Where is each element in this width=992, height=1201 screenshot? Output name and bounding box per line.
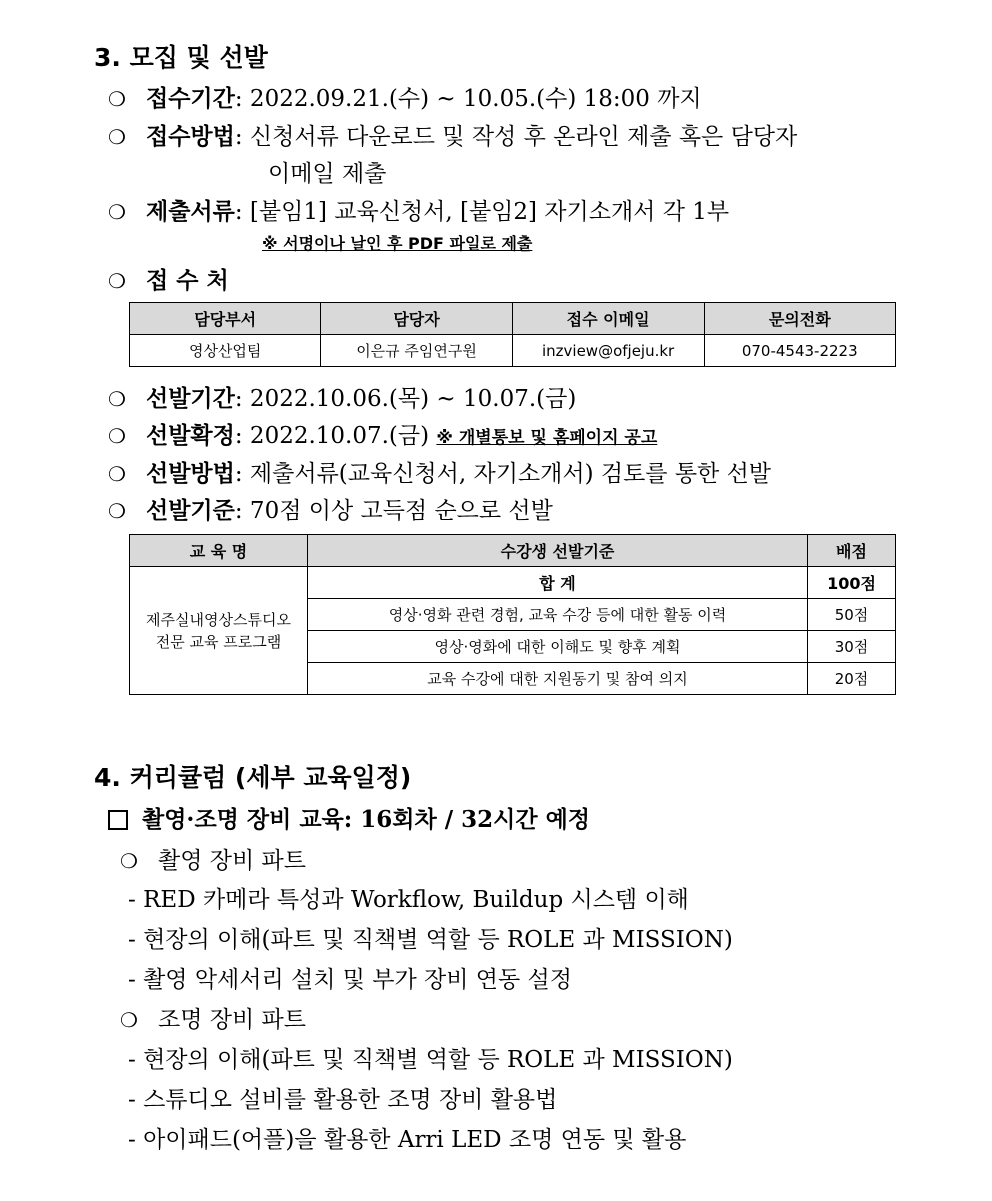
- criteria-header: 배점: [808, 535, 896, 567]
- item-label: 접수기간: [146, 85, 235, 112]
- contact-header: 문의전화: [704, 303, 896, 335]
- item-continuation: 이메일 제출: [268, 161, 387, 187]
- circle-bullet-icon: ❍: [108, 499, 126, 523]
- item-text: : 2022.10.06.(목) ~ 10.07.(금): [234, 386, 577, 412]
- program-line: 전문 교육 프로그램: [155, 632, 282, 651]
- circle-bullet-icon: ❍: [108, 387, 126, 411]
- item-selection-period: [108, 380, 576, 413]
- item-label: 제출서류: [146, 198, 235, 225]
- part-heading: [120, 842, 306, 875]
- item-label: 선발확정: [146, 422, 235, 449]
- checkbox-square-icon: [108, 810, 128, 830]
- item-label: 선발방법: [146, 460, 235, 487]
- contact-header: 접수 이메일: [512, 303, 704, 335]
- item-label: 접 수 처: [146, 267, 229, 294]
- item-text: : 2022.09.21.(수) ~ 10.05.(수) 18:00 까지: [234, 86, 702, 112]
- contact-person: 이은규 주임연구원: [321, 335, 512, 367]
- item-label: 접수방법: [146, 123, 235, 150]
- item-selection-confirm: [108, 417, 657, 450]
- item-text: : 제출서류(교육신청서, 자기소개서) 검토를 통한 선발: [234, 461, 772, 487]
- program-line: 제주실내영상스튜디오: [146, 610, 291, 629]
- item-documents: [108, 193, 729, 226]
- part-line: - 아이패드(어플)을 활용한 Arri LED 조명 연동 및 활용: [128, 1127, 687, 1153]
- criteria-header: 수강생 선발기준: [308, 535, 808, 567]
- criteria-table: [129, 534, 896, 695]
- circle-bullet-icon: ❍: [120, 1008, 138, 1032]
- circle-bullet-icon: ❍: [108, 125, 126, 149]
- part-line: - RED 카메라 특성과 Workflow, Buildup 시스템 이해: [128, 887, 689, 913]
- item-application-period: [108, 80, 702, 113]
- contact-phone: 070-4543-2223: [704, 335, 896, 367]
- section-4-title: 4. 커리큘럼 (세부 교육일정): [94, 763, 412, 792]
- confirm-note: ※ 개별통보 및 홈페이지 공고: [436, 428, 658, 448]
- circle-bullet-icon: ❍: [108, 424, 126, 448]
- item-selection-criteria: [108, 492, 553, 525]
- part-title: 촬영 장비 파트: [158, 848, 306, 874]
- contact-email[interactable]: inzview@ofjeju.kr: [512, 335, 704, 367]
- criterion-score: 30점: [808, 631, 896, 663]
- part-line: - 현장의 이해(파트 및 직책별 역할 등 ROLE 과 MISSION): [128, 927, 733, 953]
- circle-bullet-icon: ❍: [108, 200, 126, 224]
- part-heading: [120, 1001, 306, 1034]
- contact-table: [129, 302, 896, 367]
- contact-department: 영상산업팀: [130, 335, 321, 367]
- contact-header: 담당부서: [130, 303, 321, 335]
- section-3-title: 3. 모집 및 선발: [94, 43, 268, 72]
- circle-bullet-icon: ❍: [108, 87, 126, 111]
- criterion-score: 20점: [808, 663, 896, 695]
- part-line: - 스튜디오 설비를 활용한 조명 장비 활용법: [128, 1087, 558, 1113]
- contact-header: 담당자: [321, 303, 512, 335]
- part-line: - 촬영 악세서리 설치 및 부가 장비 연동 설정: [128, 967, 572, 993]
- item-text: : 신청서류 다운로드 및 작성 후 온라인 제출 혹은 담당자: [234, 124, 798, 150]
- item-reception: [108, 262, 229, 295]
- item-text: : [붙임1] 교육신청서, [붙임2] 자기소개서 각 1부: [234, 199, 730, 225]
- item-text: : 2022.10.07.(금): [234, 423, 437, 449]
- item-label: 선발기간: [146, 385, 235, 412]
- total-label: 합 계: [308, 567, 808, 599]
- circle-bullet-icon: ❍: [120, 849, 138, 873]
- part-line: - 현장의 이해(파트 및 직책별 역할 등 ROLE 과 MISSION): [128, 1047, 733, 1073]
- criterion: 영상·영화 관련 경험, 교육 수강 등에 대한 활동 이력: [308, 599, 808, 631]
- criterion-score: 50점: [808, 599, 896, 631]
- item-text: : 70점 이상 고득점 순으로 선발: [234, 498, 553, 524]
- course-title: 촬영·조명 장비 교육: 16회차 / 32시간 예정: [142, 806, 591, 833]
- part-title: 조명 장비 파트: [158, 1007, 306, 1033]
- program-name: [130, 567, 308, 695]
- circle-bullet-icon: ❍: [108, 462, 126, 486]
- documents-note: ※ 서명이나 날인 후 PDF 파일로 제출: [262, 234, 533, 253]
- criterion: 교육 수강에 대한 지원동기 및 참여 의지: [308, 663, 808, 695]
- circle-bullet-icon: ❍: [108, 269, 126, 293]
- criteria-header: 교 육 명: [130, 535, 308, 567]
- item-label: 선발기준: [146, 497, 235, 524]
- criterion: 영상·영화에 대한 이해도 및 향후 계획: [308, 631, 808, 663]
- item-selection-method: [108, 455, 771, 488]
- course-heading: [108, 801, 590, 834]
- total-score: 100점: [808, 567, 896, 599]
- item-application-method: [108, 118, 797, 151]
